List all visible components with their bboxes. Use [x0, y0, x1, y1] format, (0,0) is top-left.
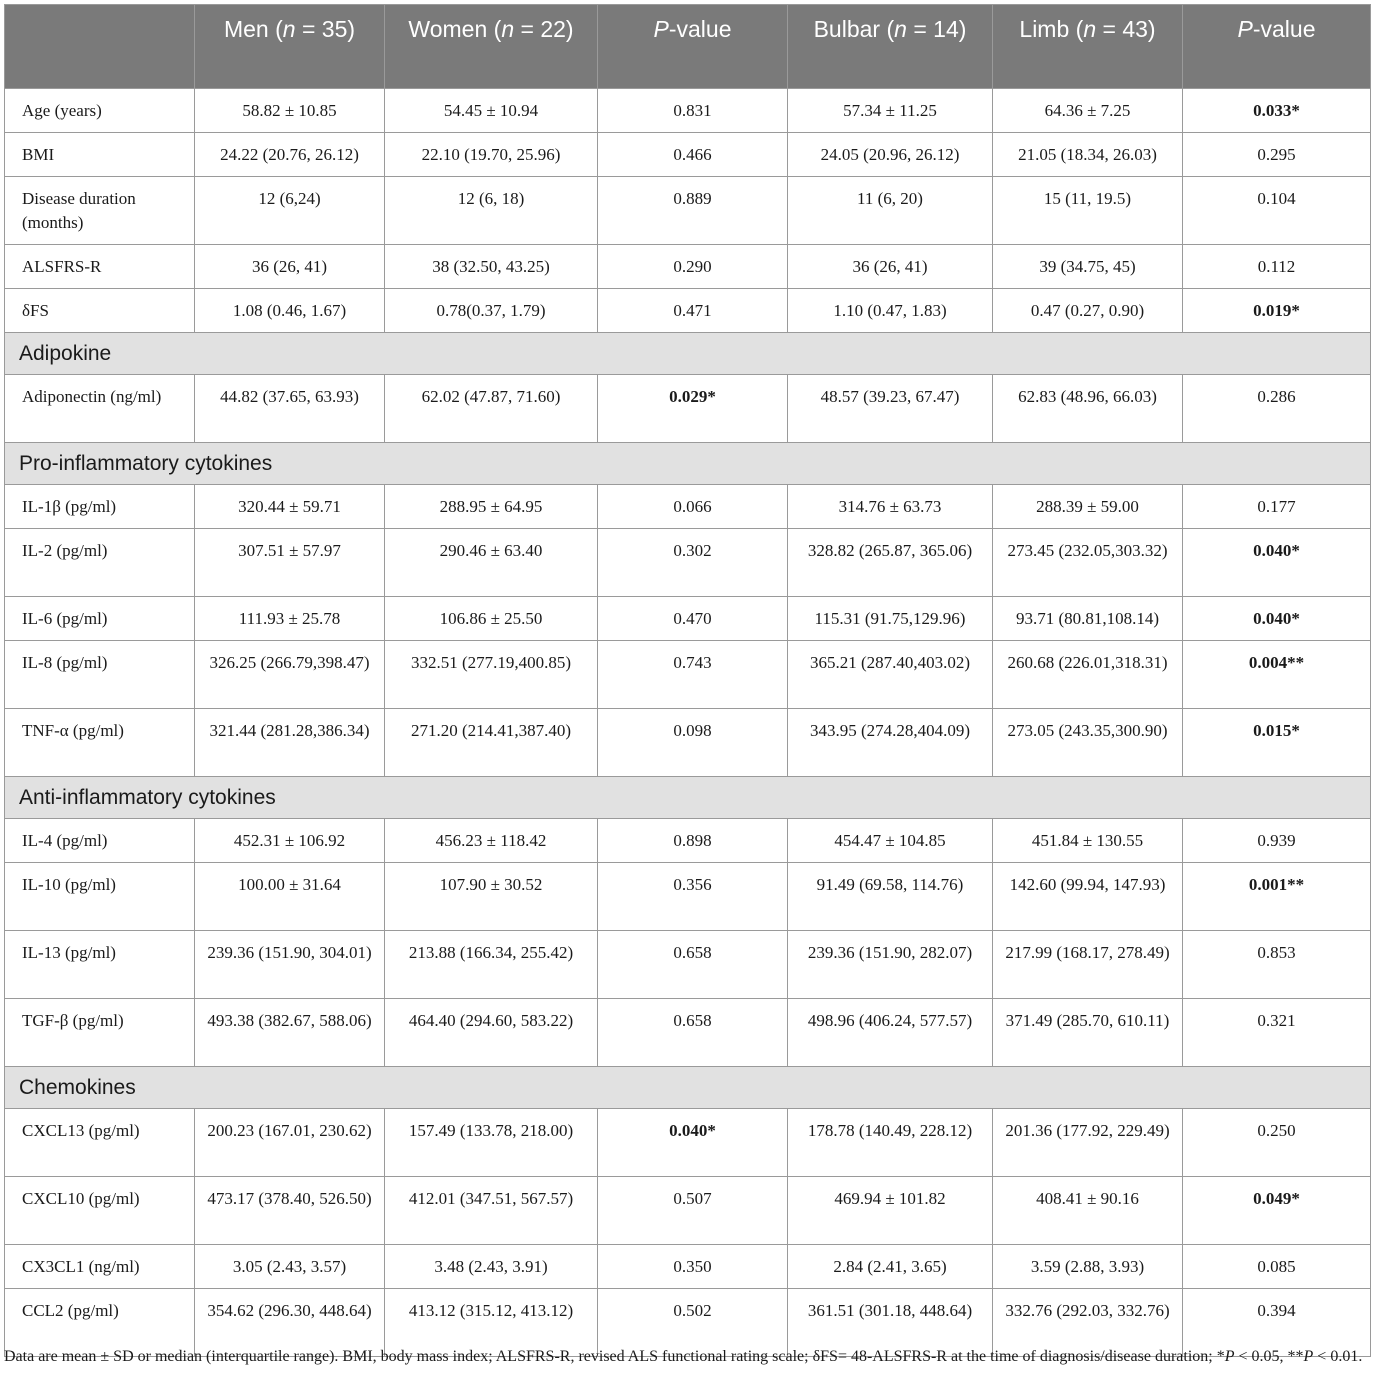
row-label: IL-4 (pg/ml)	[5, 819, 195, 863]
row-label: CX3CL1 (ng/ml)	[5, 1245, 195, 1289]
women-value: 464.40 (294.60, 583.22)	[385, 999, 598, 1067]
p-value-onset: 0.004**	[1183, 641, 1371, 709]
section-row	[5, 443, 1371, 485]
limb-value: 142.60 (99.94, 147.93)	[993, 863, 1183, 931]
limb-value: 260.68 (226.01,318.31)	[993, 641, 1183, 709]
table-row	[5, 89, 1371, 133]
limb-value: 39 (34.75, 45)	[993, 245, 1183, 289]
limb-value: 371.49 (285.70, 610.11)	[993, 999, 1183, 1067]
header-bulbar: Bulbar (n = 14)	[788, 5, 993, 89]
header-blank	[5, 5, 195, 89]
table-row	[5, 177, 1371, 245]
p-value-sex: 0.743	[598, 641, 788, 709]
table-row	[5, 245, 1371, 289]
p-value-sex: 0.290	[598, 245, 788, 289]
men-value: 44.82 (37.65, 63.93)	[195, 375, 385, 443]
bulbar-value: 57.34 ± 11.25	[788, 89, 993, 133]
limb-value: 217.99 (168.17, 278.49)	[993, 931, 1183, 999]
section-row	[5, 777, 1371, 819]
men-value: 200.23 (167.01, 230.62)	[195, 1109, 385, 1177]
p-value-onset: 0.033*	[1183, 89, 1371, 133]
p-value-sex: 0.831	[598, 89, 788, 133]
table-row	[5, 999, 1371, 1067]
p-value-onset: 0.049*	[1183, 1177, 1371, 1245]
p-value-sex: 0.507	[598, 1177, 788, 1245]
table-row	[5, 1109, 1371, 1177]
row-label: TNF-α (pg/ml)	[5, 709, 195, 777]
bulbar-value: 328.82 (265.87, 365.06)	[788, 529, 993, 597]
table-row	[5, 819, 1371, 863]
p-value-onset: 0.177	[1183, 485, 1371, 529]
table-row	[5, 375, 1371, 443]
section-heading: Anti-inflammatory cytokines	[5, 777, 1371, 819]
row-label: Disease duration (months)	[5, 177, 195, 245]
row-label: Adiponectin (ng/ml)	[5, 375, 195, 443]
bulbar-value: 115.31 (91.75,129.96)	[788, 597, 993, 641]
bulbar-value: 454.47 ± 104.85	[788, 819, 993, 863]
p-value-onset: 0.295	[1183, 133, 1371, 177]
row-label: IL-8 (pg/ml)	[5, 641, 195, 709]
p-value-onset: 0.321	[1183, 999, 1371, 1067]
p-value-sex: 0.889	[598, 177, 788, 245]
p-value-sex: 0.040*	[598, 1109, 788, 1177]
limb-value: 64.36 ± 7.25	[993, 89, 1183, 133]
bulbar-value: 365.21 (287.40,403.02)	[788, 641, 993, 709]
men-value: 326.25 (266.79,398.47)	[195, 641, 385, 709]
p-value-sex: 0.029*	[598, 375, 788, 443]
bulbar-value: 178.78 (140.49, 228.12)	[788, 1109, 993, 1177]
p-value-onset: 0.040*	[1183, 529, 1371, 597]
section-heading: Chemokines	[5, 1067, 1371, 1109]
row-label: BMI	[5, 133, 195, 177]
women-value: 413.12 (315.12, 413.12)	[385, 1289, 598, 1357]
limb-value: 21.05 (18.34, 26.03)	[993, 133, 1183, 177]
p-value-sex: 0.066	[598, 485, 788, 529]
p-value-onset: 0.015*	[1183, 709, 1371, 777]
men-value: 307.51 ± 57.97	[195, 529, 385, 597]
row-label: IL-13 (pg/ml)	[5, 931, 195, 999]
row-label: δFS	[5, 289, 195, 333]
bulbar-value: 469.94 ± 101.82	[788, 1177, 993, 1245]
row-label: TGF-β (pg/ml)	[5, 999, 195, 1067]
p-value-sex: 0.350	[598, 1245, 788, 1289]
men-value: 24.22 (20.76, 26.12)	[195, 133, 385, 177]
men-value: 473.17 (378.40, 526.50)	[195, 1177, 385, 1245]
limb-value: 332.76 (292.03, 332.76)	[993, 1289, 1183, 1357]
p-value-onset: 0.853	[1183, 931, 1371, 999]
limb-value: 451.84 ± 130.55	[993, 819, 1183, 863]
limb-value: 0.47 (0.27, 0.90)	[993, 289, 1183, 333]
results-table	[4, 4, 1371, 1357]
row-label: ALSFRS-R	[5, 245, 195, 289]
p-value-sex: 0.098	[598, 709, 788, 777]
women-value: 213.88 (166.34, 255.42)	[385, 931, 598, 999]
women-value: 288.95 ± 64.95	[385, 485, 598, 529]
section-heading: Adipokine	[5, 333, 1371, 375]
p-value-sex: 0.502	[598, 1289, 788, 1357]
women-value: 54.45 ± 10.94	[385, 89, 598, 133]
women-value: 12 (6, 18)	[385, 177, 598, 245]
bulbar-value: 498.96 (406.24, 577.57)	[788, 999, 993, 1067]
p-value-onset: 0.085	[1183, 1245, 1371, 1289]
women-value: 271.20 (214.41,387.40)	[385, 709, 598, 777]
women-value: 332.51 (277.19,400.85)	[385, 641, 598, 709]
men-value: 111.93 ± 25.78	[195, 597, 385, 641]
bulbar-value: 343.95 (274.28,404.09)	[788, 709, 993, 777]
p-value-onset: 0.001**	[1183, 863, 1371, 931]
women-value: 62.02 (47.87, 71.60)	[385, 375, 598, 443]
row-label: CCL2 (pg/ml)	[5, 1289, 195, 1357]
limb-value: 288.39 ± 59.00	[993, 485, 1183, 529]
men-value: 354.62 (296.30, 448.64)	[195, 1289, 385, 1357]
bulbar-value: 36 (26, 41)	[788, 245, 993, 289]
p-value-onset: 0.250	[1183, 1109, 1371, 1177]
women-value: 107.90 ± 30.52	[385, 863, 598, 931]
section-row	[5, 333, 1371, 375]
limb-value: 15 (11, 19.5)	[993, 177, 1183, 245]
bulbar-value: 1.10 (0.47, 1.83)	[788, 289, 993, 333]
table-footnote: Data are mean ± SD or median (interquartile range). BMI, body mass index; ALSFRS-R, revised ALS functional rating scale; δFS= 48-ALSFRS-R at the time of diagnosis/disease duration; *P < 0.05, **P < 0.01.	[4, 1348, 1363, 1365]
women-value: 0.78(0.37, 1.79)	[385, 289, 598, 333]
table-row	[5, 931, 1371, 999]
men-value: 321.44 (281.28,386.34)	[195, 709, 385, 777]
bulbar-value: 239.36 (151.90, 282.07)	[788, 931, 993, 999]
p-value-sex: 0.471	[598, 289, 788, 333]
men-value: 452.31 ± 106.92	[195, 819, 385, 863]
row-label: IL-10 (pg/ml)	[5, 863, 195, 931]
men-value: 493.38 (382.67, 588.06)	[195, 999, 385, 1067]
header-pvalue-sex: P-value	[598, 5, 788, 89]
p-value-sex: 0.466	[598, 133, 788, 177]
p-value-sex: 0.658	[598, 931, 788, 999]
table-body	[5, 89, 1371, 1357]
header-men: Men (n = 35)	[195, 5, 385, 89]
women-value: 22.10 (19.70, 25.96)	[385, 133, 598, 177]
table-row	[5, 863, 1371, 931]
table-row	[5, 709, 1371, 777]
p-value-onset: 0.112	[1183, 245, 1371, 289]
p-value-sex: 0.658	[598, 999, 788, 1067]
men-value: 239.36 (151.90, 304.01)	[195, 931, 385, 999]
p-value-onset: 0.394	[1183, 1289, 1371, 1357]
bulbar-value: 24.05 (20.96, 26.12)	[788, 133, 993, 177]
header-pvalue-onset: P-value	[1183, 5, 1371, 89]
p-value-onset: 0.040*	[1183, 597, 1371, 641]
table-row	[5, 1177, 1371, 1245]
table-row	[5, 529, 1371, 597]
women-value: 38 (32.50, 43.25)	[385, 245, 598, 289]
p-value-sex: 0.302	[598, 529, 788, 597]
p-value-sex: 0.898	[598, 819, 788, 863]
row-label: IL-6 (pg/ml)	[5, 597, 195, 641]
limb-value: 273.05 (243.35,300.90)	[993, 709, 1183, 777]
p-value-onset: 0.019*	[1183, 289, 1371, 333]
men-value: 12 (6,24)	[195, 177, 385, 245]
table-row	[5, 1245, 1371, 1289]
row-label: IL-2 (pg/ml)	[5, 529, 195, 597]
men-value: 100.00 ± 31.64	[195, 863, 385, 931]
women-value: 290.46 ± 63.40	[385, 529, 598, 597]
limb-value: 408.41 ± 90.16	[993, 1177, 1183, 1245]
row-label: CXCL13 (pg/ml)	[5, 1109, 195, 1177]
p-value-sex: 0.356	[598, 863, 788, 931]
table-row	[5, 641, 1371, 709]
p-value-onset: 0.104	[1183, 177, 1371, 245]
men-value: 3.05 (2.43, 3.57)	[195, 1245, 385, 1289]
bulbar-value: 91.49 (69.58, 114.76)	[788, 863, 993, 931]
limb-value: 93.71 (80.81,108.14)	[993, 597, 1183, 641]
bulbar-value: 2.84 (2.41, 3.65)	[788, 1245, 993, 1289]
table-row	[5, 485, 1371, 529]
row-label: IL-1β (pg/ml)	[5, 485, 195, 529]
p-value-sex: 0.470	[598, 597, 788, 641]
header-row	[5, 5, 1371, 89]
women-value: 157.49 (133.78, 218.00)	[385, 1109, 598, 1177]
p-value-onset: 0.286	[1183, 375, 1371, 443]
men-value: 320.44 ± 59.71	[195, 485, 385, 529]
men-value: 58.82 ± 10.85	[195, 89, 385, 133]
women-value: 412.01 (347.51, 567.57)	[385, 1177, 598, 1245]
men-value: 1.08 (0.46, 1.67)	[195, 289, 385, 333]
bulbar-value: 314.76 ± 63.73	[788, 485, 993, 529]
bulbar-value: 48.57 (39.23, 67.47)	[788, 375, 993, 443]
limb-value: 273.45 (232.05,303.32)	[993, 529, 1183, 597]
table-row	[5, 289, 1371, 333]
limb-value: 201.36 (177.92, 229.49)	[993, 1109, 1183, 1177]
section-heading: Pro-inflammatory cytokines	[5, 443, 1371, 485]
section-row	[5, 1067, 1371, 1109]
women-value: 3.48 (2.43, 3.91)	[385, 1245, 598, 1289]
table-row	[5, 597, 1371, 641]
results-table-container	[4, 4, 1370, 1357]
women-value: 106.86 ± 25.50	[385, 597, 598, 641]
header-limb: Limb (n = 43)	[993, 5, 1183, 89]
limb-value: 62.83 (48.96, 66.03)	[993, 375, 1183, 443]
men-value: 36 (26, 41)	[195, 245, 385, 289]
table-row	[5, 133, 1371, 177]
bulbar-value: 11 (6, 20)	[788, 177, 993, 245]
bulbar-value: 361.51 (301.18, 448.64)	[788, 1289, 993, 1357]
women-value: 456.23 ± 118.42	[385, 819, 598, 863]
p-value-onset: 0.939	[1183, 819, 1371, 863]
header-women: Women (n = 22)	[385, 5, 598, 89]
limb-value: 3.59 (2.88, 3.93)	[993, 1245, 1183, 1289]
row-label: Age (years)	[5, 89, 195, 133]
row-label: CXCL10 (pg/ml)	[5, 1177, 195, 1245]
